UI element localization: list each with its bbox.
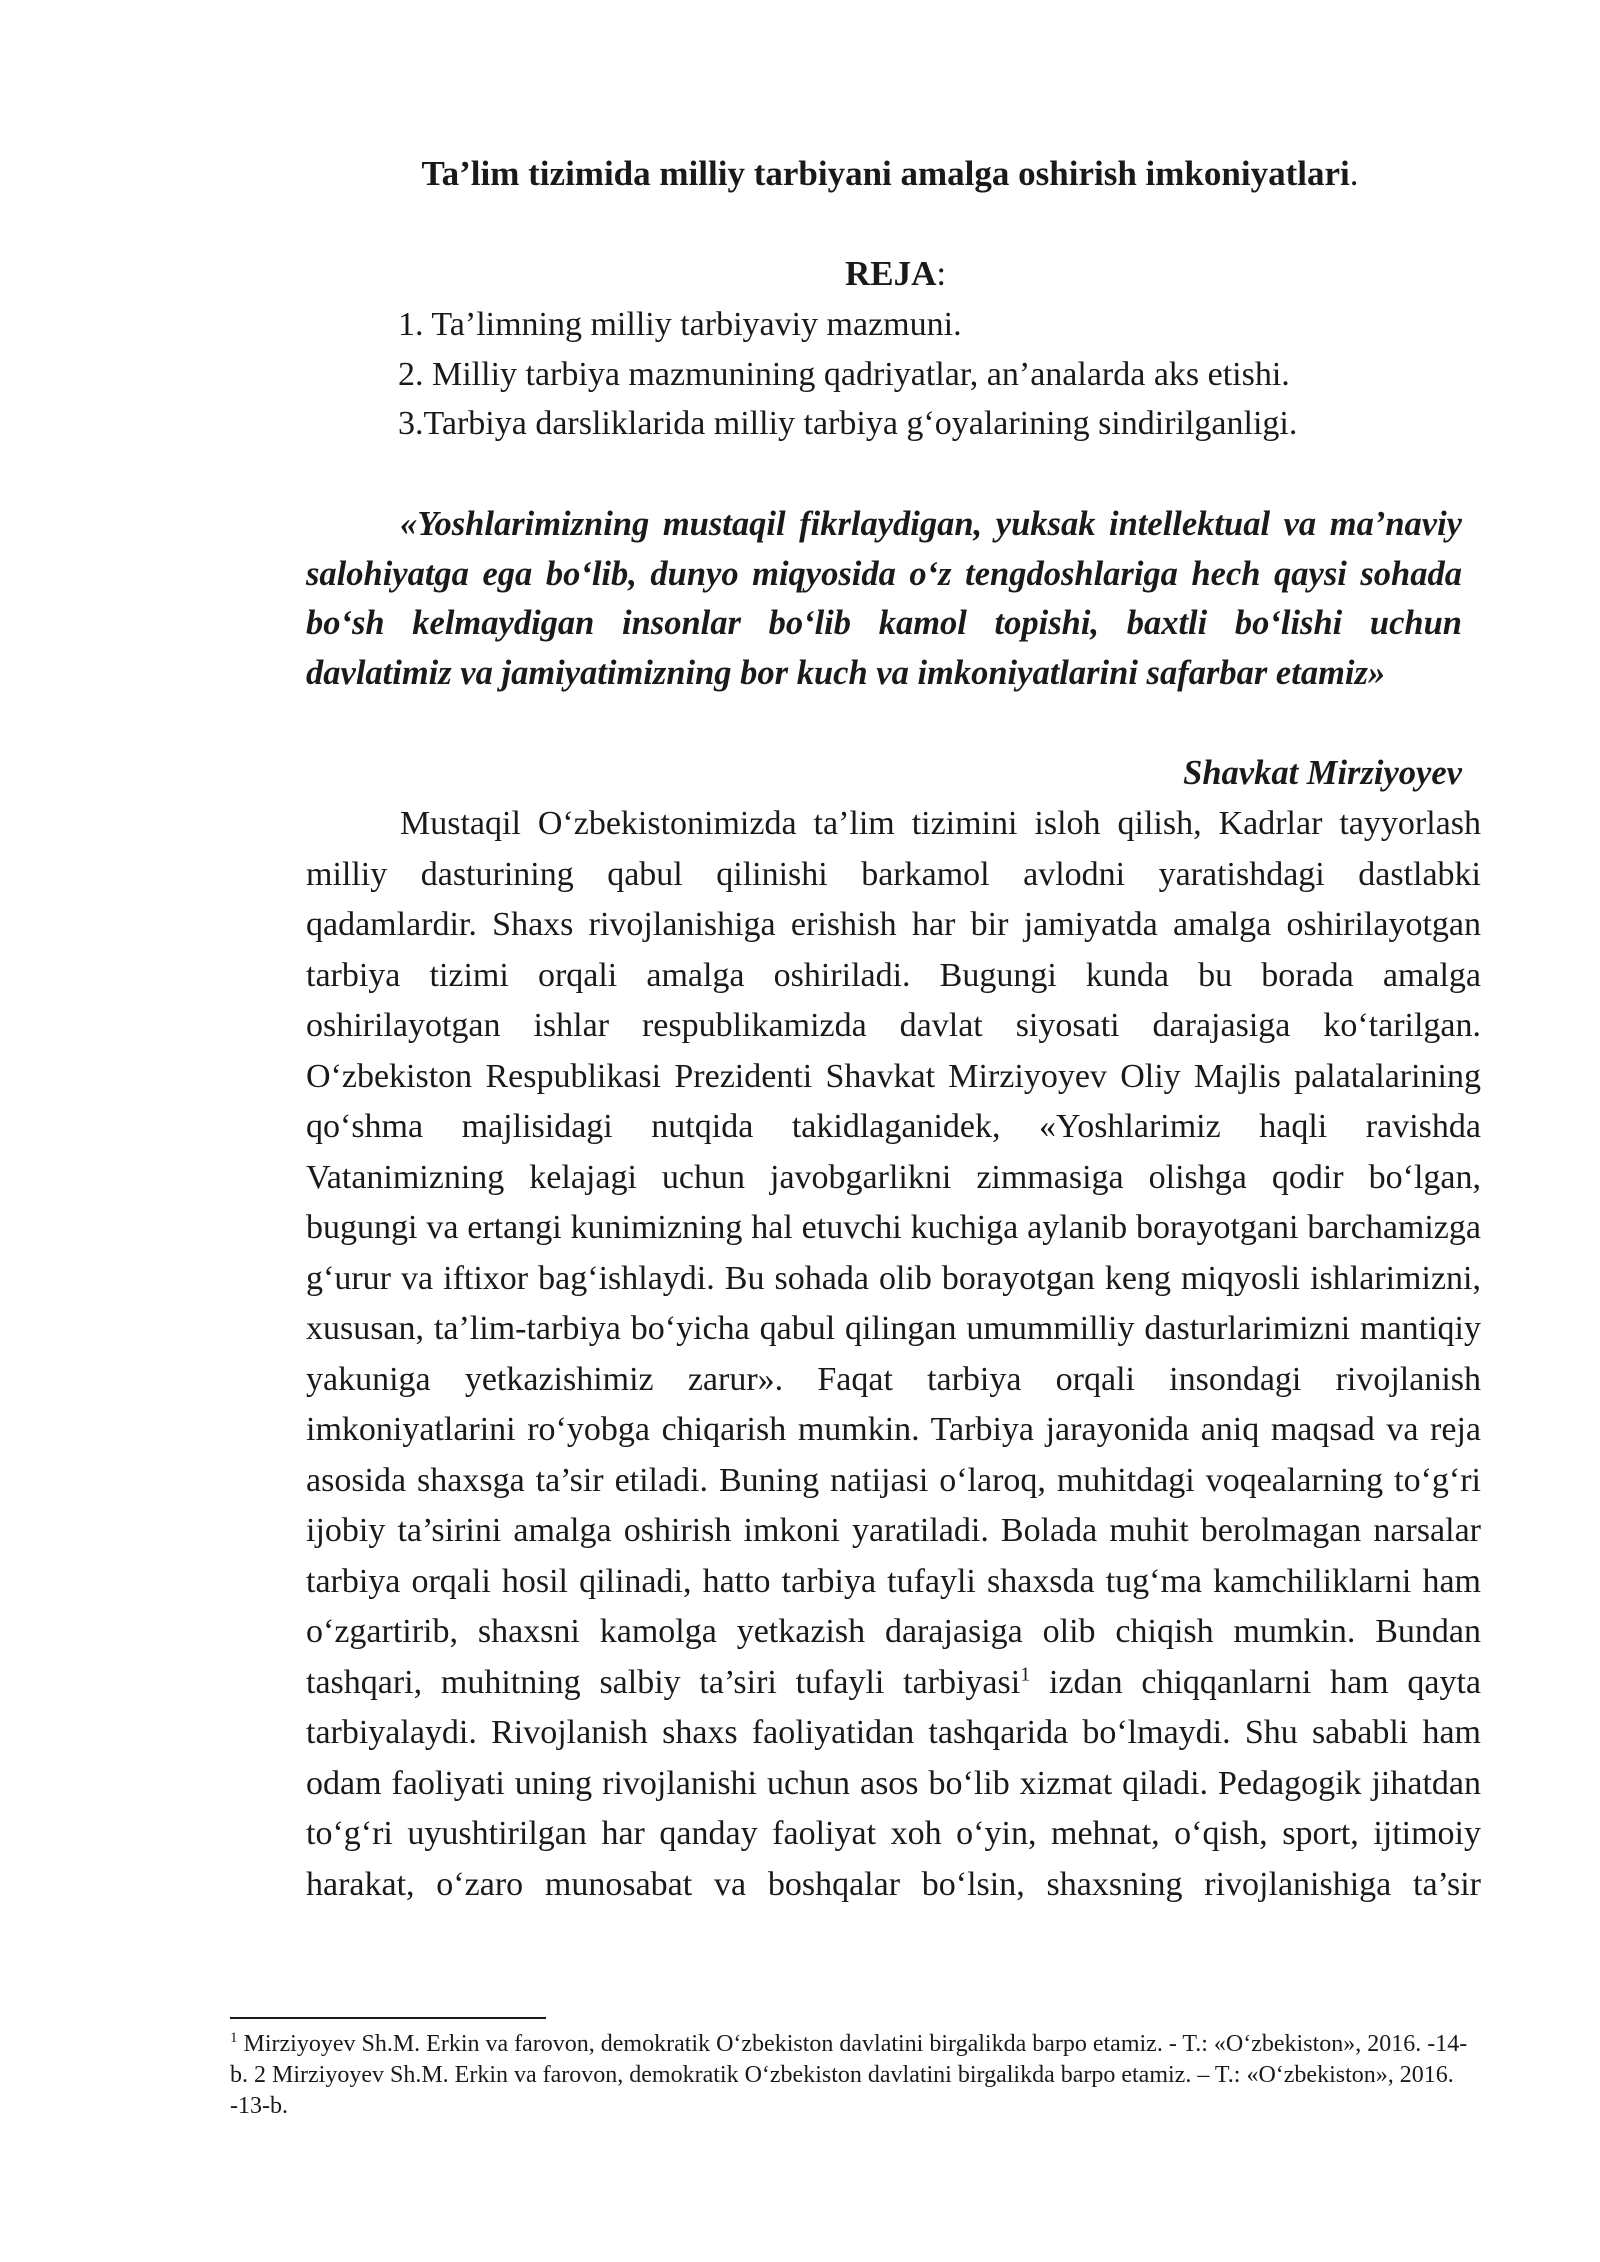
plan-heading-label: REJA bbox=[845, 254, 937, 293]
epigraph-author: Shavkat Mirziyoyev bbox=[1183, 754, 1462, 792]
footnote-reference[interactable]: 1 bbox=[1020, 1663, 1031, 1686]
title-period: . bbox=[1349, 154, 1359, 193]
plan-heading bbox=[845, 250, 946, 298]
footnote-number: 1 bbox=[230, 2030, 238, 2046]
plan-heading-colon: : bbox=[936, 254, 947, 293]
footnote-text: Mirziyoyev Sh.M. Erkin va farovon, demokratik O‘zbekiston davlatini birgalikda barpo etamiz. - T.: «O‘zbekiston», 2016. -14-b. 2 Mirziyoyev Sh.M. Erkin va farovon, demokratik O‘zbekiston davlatini birgalikda barpo etamiz. – T.: «O‘zbekiston», 2016. -13-b. bbox=[230, 2031, 1468, 2119]
title-text: Ta’lim tizimida milliy tarbiyani amalga oshirish imkoniyatlari bbox=[421, 154, 1350, 193]
plan-item: 3.Tarbiya darsliklarida milliy tarbiya g‘oyalarining sindirilganligi. bbox=[398, 405, 1298, 442]
plan-list bbox=[398, 300, 1297, 449]
document-title bbox=[0, 150, 1600, 198]
body-text-part-1: Mustaqil O‘zbekistonimizda ta’lim tizimini isloh qilish, Kadrlar tayyorlash milliy dasturining qabul qilinishi barkamol avlodni yaratishdagi dastlabki qadamlardir. Shaxs rivojlanishiga erishish har bir jamiyatda amalga oshirilayotgan tarbiya tizimi orqali amalga oshiriladi. Bugungi kunda bu borada amalga oshirilayotgan ishlar respublikamizda davlat siyosati darajasiga ko‘tarilgan. O‘zbekiston Respublikasi Prezidenti Shavkat Mirziyoyev Oliy Majlis palatalarining qo‘shma majlisidagi nutqida takidlaganidek, «Yoshlarimiz haqli ravishda Vatanimizning kelajagi uchun javobgarlikni zimmasiga olishga qodir bo‘lgan, bugungi va ertangi kunimizning hal etuvchi kuchiga aylanib borayotgani barchamizga g‘urur va iftixor bag‘ishlaydi. Bu sohada olib borayotgan keng miqyosli ishlarimizni, xususan, ta’lim-tarbiya bo‘yicha qabul qilingan umummilliy dasturlarimizni mantiqiy yakuniga yetkazishimiz zarur». Faqat tarbiya orqali insondagi rivojlanish imkoniyatlarini ro‘yobga chiqarish mumkin. Tarbiya jarayonida aniq maqsad va reja asosida shaxsga ta’sir etiladi. Buning natijasi o‘laroq, muhitdagi voqealarning to‘g‘ri ijobiy ta’sirini amalga oshirish imkoni yaratiladi. Bolada muhit berolmagan narsalar tarbiya orqali hosil qilinadi, hatto tarbiya tufayli shaxsda tug‘ma kamchiliklarni ham o‘zgartirib, shaxsni kamolga yetkazish darajasiga olib chiqish mumkin. Bundan tashqari, muhitning salbiy ta’siri tufayli tarbiyasi bbox=[306, 805, 1481, 1701]
footnote bbox=[230, 2029, 1480, 2122]
body-paragraph bbox=[306, 799, 1481, 1910]
plan-item: 2. Milliy tarbiya mazmunining qadriyatlar, an’analarda aks etishi. bbox=[398, 355, 1290, 393]
plan-item: 1. Ta’limning milliy tarbiyaviy mazmuni. bbox=[398, 306, 962, 343]
body-text-part-2: izdan chiqqanlarni ham qayta tarbiyalaydi. Rivojlanish shaxs faoliyatidan tashqarida bo‘lmaydi. Shu sababli ham odam faoliyati uning rivojlanishi uchun asos bo‘lib xizmat qiladi. Pedagogik jihatdan to‘g‘ri uyushtirilgan har qanday faoliyat xoh o‘yin, mehnat, o‘qish, sport, ijtimoiy harakat, o‘zaro munosabat va boshqalar bo‘lsin, shaxsning rivojlanishiga ta’sir bbox=[306, 1663, 1482, 1903]
epigraph-quote: «Yoshlarimizning mustaqil fikrlaydigan, yuksak intellektual va ma’naviy salohiyatga ega bo‘lib, dunyo miqyosida o‘z tengdoshlariga hech qaysi sohada bo‘sh kelmaydigan insonlar bo‘lib kamol topishi, baxtli bo‘lishi uchun davlatimiz va jamiyatimizning bor kuch va imkoniyatlarini safarbar etamiz» bbox=[306, 505, 1462, 692]
footnote-divider bbox=[230, 2017, 546, 2019]
